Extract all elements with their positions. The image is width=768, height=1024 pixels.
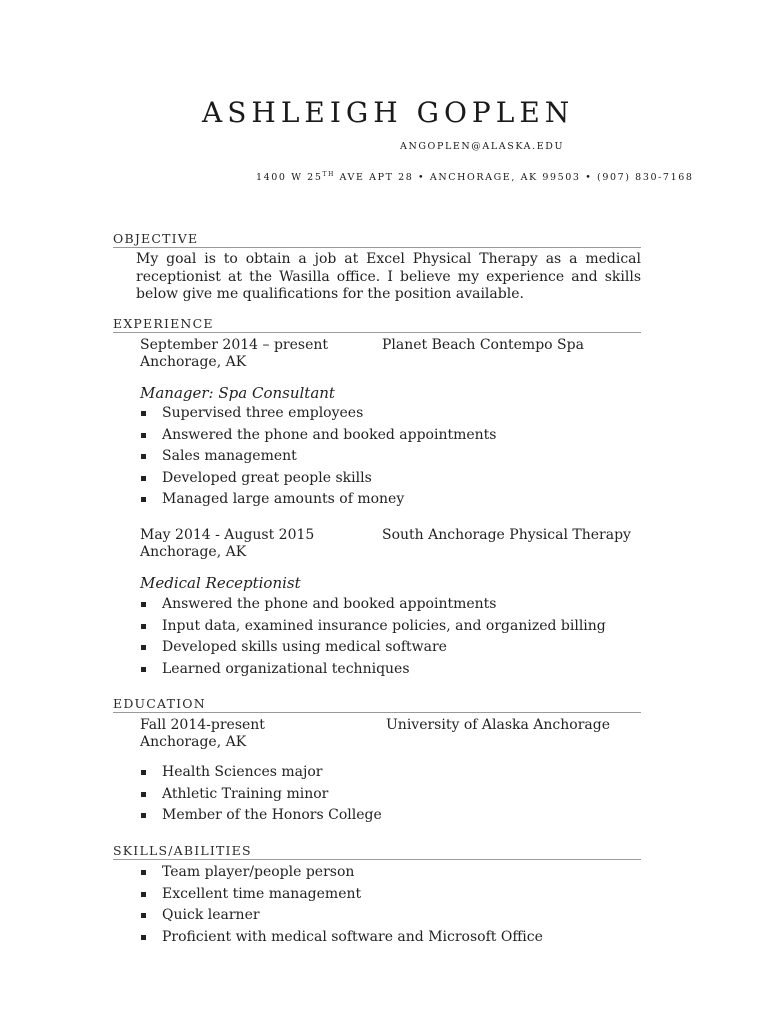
job-location: Anchorage, AK — [140, 544, 247, 560]
list-item: Developed skills using medical software — [141, 639, 606, 661]
job-location: Anchorage, AK — [140, 354, 247, 370]
list-item: Input data, examined insurance policies, and organized billing — [141, 618, 606, 640]
education-heading: EDUCATION — [113, 696, 641, 713]
list-item: Answered the phone and booked appointments — [141, 427, 497, 449]
list-item: Learned organizational techniques — [141, 661, 606, 683]
education-bullet-list — [141, 764, 382, 829]
list-item: Quick learner — [141, 907, 543, 929]
job-employer: Planet Beach Contempo Spa — [382, 337, 584, 353]
list-item: Proficient with medical software and Microsoft Office — [141, 929, 543, 951]
objective-heading: OBJECTIVE — [113, 231, 641, 248]
resume-name: ASHLEIGH GOPLEN — [202, 96, 575, 129]
job-dates: September 2014 – present — [140, 337, 328, 353]
contact-email: ANGOPLEN@ALASKA.EDU — [400, 141, 565, 152]
list-item: Managed large amounts of money — [141, 491, 497, 513]
job-dates: May 2014 - August 2015 — [140, 527, 315, 543]
address-part: 1400 W 25 — [256, 172, 323, 184]
job-bullet-list — [141, 405, 497, 513]
skills-bullet-list — [141, 864, 543, 950]
list-item: Developed great people skills — [141, 470, 497, 492]
list-item: Sales management — [141, 448, 497, 470]
experience-heading: EXPERIENCE — [113, 316, 641, 333]
address-superscript: TH — [322, 171, 335, 178]
job-title: Manager: Spa Consultant — [140, 384, 335, 402]
list-item: Athletic Training minor — [141, 786, 382, 808]
objective-text: My goal is to obtain a job at Excel Physical Therapy as a medical receptionist at the Wasilla office. I believe my experience and skills below give me qualifications for the position available. — [136, 251, 641, 302]
list-item: Excellent time management — [141, 886, 543, 908]
contact-address — [256, 171, 694, 183]
education-school: University of Alaska Anchorage — [386, 717, 610, 733]
job-bullet-list — [141, 596, 606, 682]
job-employer: South Anchorage Physical Therapy — [382, 527, 631, 543]
list-item: Team player/people person — [141, 864, 543, 886]
list-item: Answered the phone and booked appointments — [141, 596, 606, 618]
list-item: Health Sciences major — [141, 764, 382, 786]
job-title: Medical Receptionist — [140, 574, 301, 592]
education-dates: Fall 2014-present — [140, 717, 265, 733]
education-location: Anchorage, AK — [140, 734, 247, 750]
list-item: Supervised three employees — [141, 405, 497, 427]
skills-heading: SKILLS/ABILITIES — [113, 843, 641, 860]
list-item: Member of the Honors College — [141, 807, 382, 829]
address-part: AVE APT 28 • ANCHORAGE, AK 99503 • (907) 830-7168 — [334, 172, 694, 184]
